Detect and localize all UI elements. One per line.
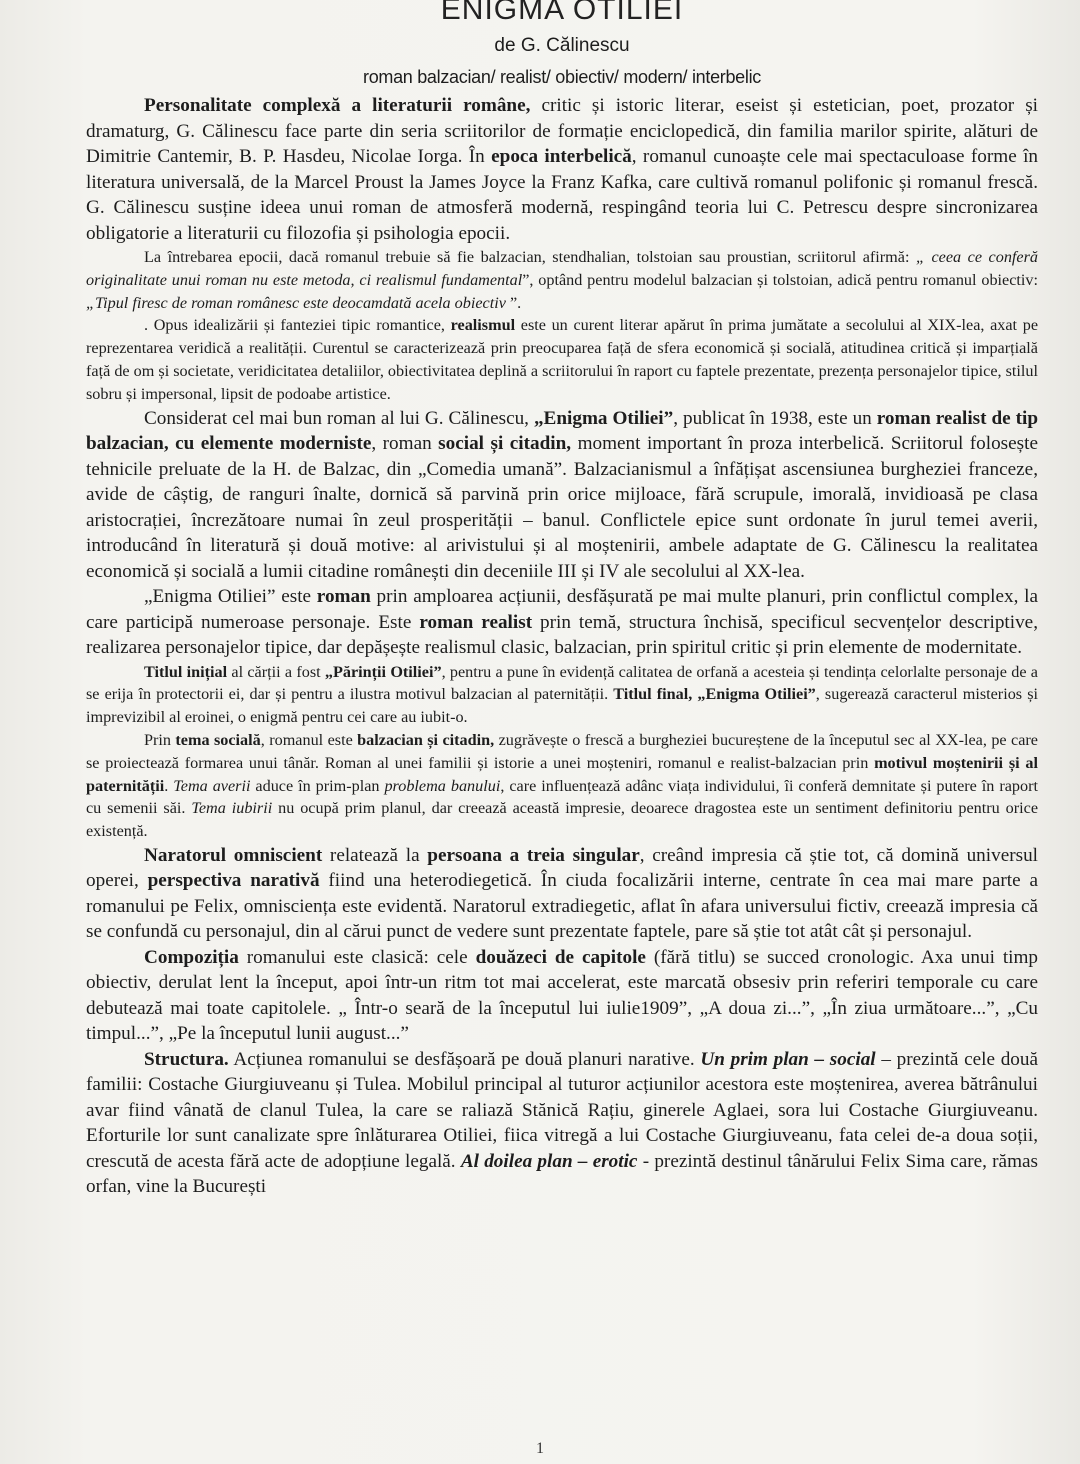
paragraph-4: Considerat cel mai bun roman al lui G. Călinescu, „Enigma Otiliei”, publicat în 1938, este un roman realist de tip balzacian, cu elemente moderniste, roman social și citadin, moment important în proza interbelică. Scriitorul folosește tehnicile preluate de la H. de Balzac, din „Comedia umană”. Balzacianismul a înfățișat ascensiunea burgheziei franceze, avide de câștig, de ranguri înalte, dornică să parvină prin orice mijloace, fără scrupule, imorală, invidioasă pe clasa aristocrației, încrezătoare numai în zeul prosperității – banul. Conflictele epice sunt ordonate în jurul temei averii, introducând în literatură și două motive: al arivistului și al moștenirii, ambele adaptate de G. Călinescu la realitatea economică și socială a lumii citadine românești din deceniile III și IV ale secolului al XX-lea. [86, 407, 1039, 582]
author-line: de G. Călinescu [494, 35, 630, 56]
paragraph-3: . Opus idealizării și fanteziei tipic romantice, realismul este un curent literar apărut în prima jumătate a secolului al XIX-lea, axat pe reprezentarea veridică a realității. Curentul se caracterizează prin preocuparea față de sfera economică și socială, atitudinea critică și imparțială față de om și societate, veridicitatea detaliilor, obiectivitatea deplină a scriitorului în raport cu faptele prezentate, prezența personajelor tipice, stilul sobru și impersonal, lipsit de podoabe artistice. [86, 316, 1038, 403]
page-number: 1 [536, 1440, 544, 1457]
paragraph-6: Titlul inițial al cărții a fost „Părinții Otiliei”, pentru a pune în evidență calitatea de orfană a acesteia și tendința celorlalte personaje de a se erija în protectorii ei, dar și pentru a ilustra motivul balzacian al paternității. Titlul final, „Enigma Otiliei”, sugerează caracterul misterios și imprevizibil al eroinei, o enigmă pentru cei care au iubit-o. [86, 662, 1038, 727]
page-title: ENIGMA OTILIEI [440, 0, 684, 20]
paragraph-10: Structura. Acțiunea romanului se desfășoară pe două planuri narative. Un prim plan – social – prezintă cele două familii: Costache Giurgiuveanu și Tulea. Mobilul principal al tuturor acțiunilor acestora este moștenirea, averea bătrânului avar fiind vânată de clanul Tulea, la care se raliază Stănică Rațiu, ginerele Aglaei, sora lui Costache Giurgiuveanu. Eforturile lor sunt canalizate spre înlăturarea Otiliei, fiica vitregă a lui Costache Giurgiuveanu, fata celei de-a doua soții, crescută de acesta fără acte de adopțiune legală. Al doilea plan – erotic - prezintă destinul tânărului Felix Sima care, rămas orfan, vine la București [86, 1048, 1038, 1198]
paragraph-2: La întrebarea epocii, dacă romanul trebuie să fie balzacian, stendhalian, tolstoian sau proustian, scriitorul afirmă: „ ceea ce conferă originalitate unui roman nu este metoda, ci realismul fundamental”, optând pentru modelul balzacian și tolstoian, adică pentru romanul obiectiv: „Tipul firesc de roman românesc este deocamdată acela obiectiv ”. [86, 248, 1038, 312]
paragraph-9: Compoziția romanului este clasică: cele douăzeci de capitole (fără titlu) se succed cronologic. Axa unui timp obiectiv, derulat lent la început, apoi într-un ritm tot mai accelerat, este marcată obsesiv prin referiri temporale cu care debutează mai toate capitolele. „ Într-o seară de la începutul lui iulie1909”, „A doua zi...”, „În ziua următoare...”, „Cu timpul...”, „Pe la începutul lunii august...” [86, 946, 1038, 1045]
paragraph-8: Naratorul omniscient relatează la persoana a treia singular, creând impresia că știe tot, că domină universul operei, perspectiva narativă fiind una heterodiegetică. În ciuda focalizării interne, centrate în cea mai mare parte a romanului pe Felix, omnisciența este evidentă. Naratorul extradiegetic, aflat în afara universului fictiv, creează impresia că se confundă cu personajul, din al cărui punct de vedere sunt prezentate faptele, pare să știe tot atât cât și personajul. [86, 844, 1038, 943]
paragraph-1: Personalitate complexă a literaturii române, critic și istoric literar, eseist și estetician, poet, prozator și dramaturg, G. Călinescu face parte din seria scriitorilor de formație enciclopedică, din familia marilor spirite, alături de Dimitrie Cantemir, B. P. Hasdeu, Nicolae Iorga. În epoca interbelică, romanul cunoaște cele mai spectaculoase forme în literatura universală, de la Marcel Proust la James Joyce la Franz Kafka, care cultivă romanul polifonic și romanul frescă. G. Călinescu susține ideea unui roman de atmosferă modernă, respingând teoria lui C. Petrescu despre sincronizarea obligatorie a literaturii cu filozofia și psihologia epocii. [86, 95, 1039, 244]
paragraph-7: Prin tema socială, romanul este balzacian și citadin, zugrăvește o frescă a burgheziei bucureștene de la începutul sec al XX-lea, pe care se proiectează formarea unui tânăr. Roman al unei familii și istorie a unei moșteniri, romanul e realist-balzacian prin motivul moștenirii și al paternității. Tema averii aduce în prim-plan problema banului, care influențează adânc viața individului, îi conferă demnitate și putere în raport cu semenii săi. Tema iubirii nu ocupă prim planul, dar creează această impresie, deoarece dragostea este un sentiment definitoriu pentru orice existență. [86, 730, 1039, 841]
paragraph-5: „Enigma Otiliei” este roman prin amploarea acțiunii, desfășurată pe mai multe planuri, prin conflictul complex, la care participă numeroase personaje. Este roman realist prin temă, structura închisă, specificul secvențelor descriptive, realizarea personajelor tipice, dar depășește realismul clasic, balzacian, prin spiritul critic și prin elemente de modernitate. [86, 586, 1038, 659]
subtitle-line: roman balzacian/ realist/ obiectiv/ modern/ interbelic [363, 67, 761, 87]
